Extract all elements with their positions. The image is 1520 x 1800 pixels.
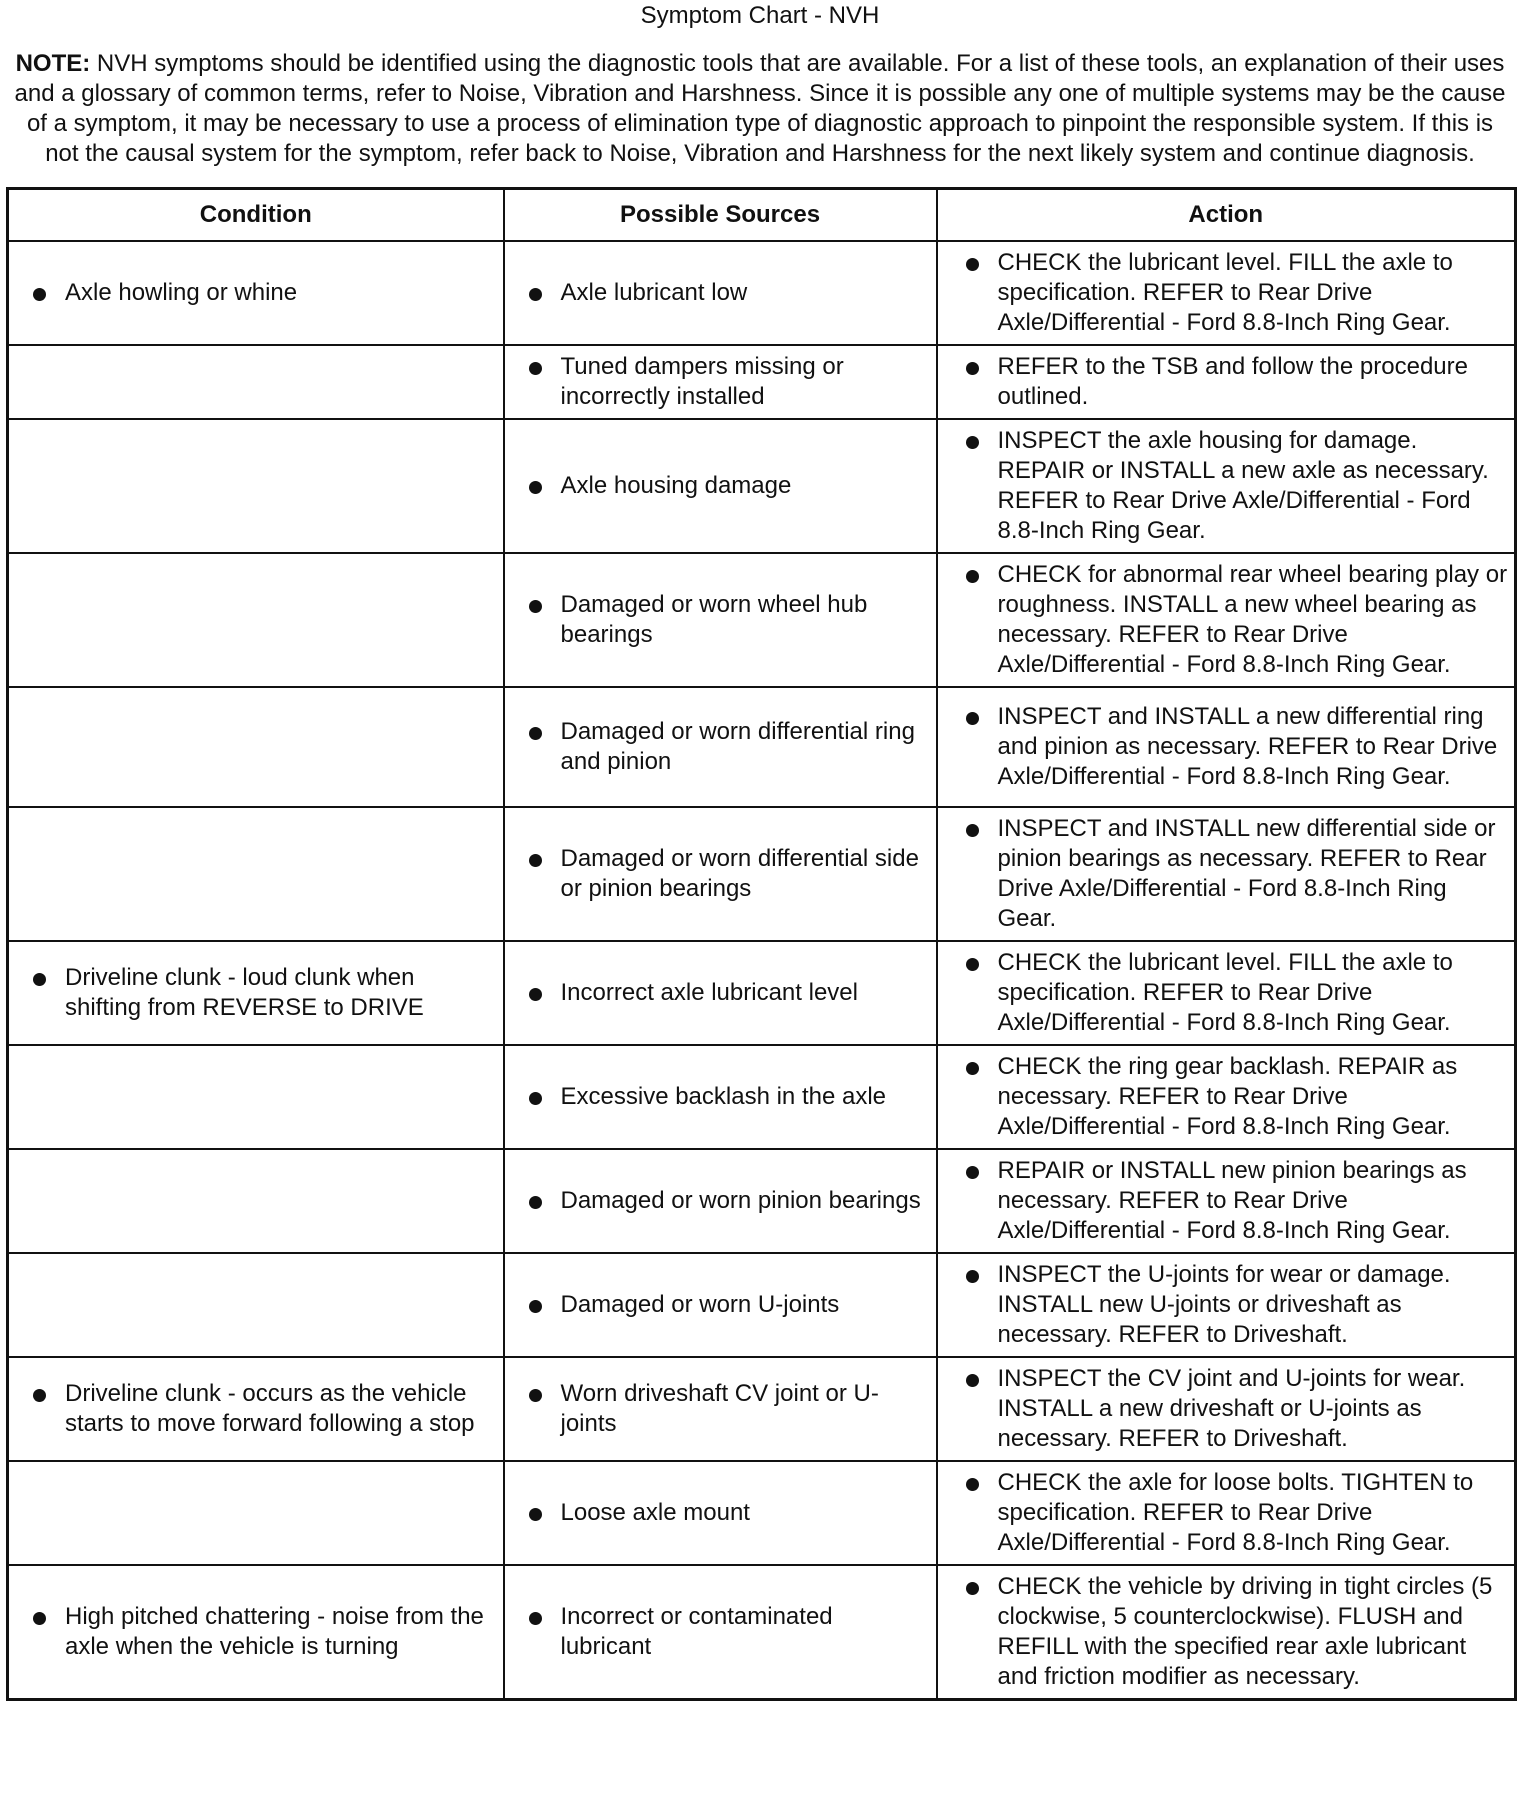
source-cell <box>504 687 937 807</box>
table-row <box>8 345 1516 419</box>
action-cell <box>937 1461 1516 1565</box>
source-cell <box>504 345 937 419</box>
action-cell <box>937 1565 1516 1700</box>
action-cell <box>937 941 1516 1045</box>
action-text: CHECK the ring gear backlash. REPAIR as necessary. REFER to Rear Drive Axle/Differential - Ford 8.8-Inch Ring Gear. <box>962 1052 1511 1142</box>
source-cell <box>504 1253 937 1357</box>
symptom-table <box>6 187 1517 1701</box>
action-cell <box>937 1045 1516 1149</box>
header-action: Action <box>937 189 1516 242</box>
condition-text: Axle howling or whine <box>29 278 495 308</box>
source-text: Worn driveshaft CV joint or U-joints <box>525 1379 928 1439</box>
condition-cell <box>8 241 504 345</box>
note-label: NOTE: <box>15 50 91 77</box>
condition-text: Driveline clunk - loud clunk when shifting from REVERSE to DRIVE <box>29 963 495 1023</box>
table-row <box>8 1565 1516 1700</box>
action-text: CHECK for abnormal rear wheel bearing play or roughness. INSTALL a new wheel bearing as necessary. REFER to Rear Drive Axle/Differential - Ford 8.8-Inch Ring Gear. <box>962 560 1511 680</box>
condition-cell <box>8 941 504 1045</box>
source-text: Axle housing damage <box>525 471 928 501</box>
action-cell <box>937 807 1516 941</box>
source-text: Damaged or worn differential ring and pinion <box>525 717 928 777</box>
page-title: Symptom Chart - NVH <box>640 2 880 29</box>
table-row <box>8 419 1516 553</box>
source-text: Excessive backlash in the axle <box>525 1082 928 1112</box>
header-possible-sources: Possible Sources <box>504 189 937 242</box>
action-text: CHECK the vehicle by driving in tight circles (5 clockwise, 5 counterclockwise). FLUSH and REFILL with the specified rear axle lubricant and friction modifier as necessary. <box>962 1572 1511 1692</box>
table-header-row <box>8 189 1516 242</box>
action-text: INSPECT the axle housing for damage. REPAIR or INSTALL a new axle as necessary. REFER to Rear Drive Axle/Differential - Ford 8.8-Inch Ring Gear. <box>962 426 1511 546</box>
action-text: REPAIR or INSTALL new pinion bearings as necessary. REFER to Rear Drive Axle/Differential - Ford 8.8-Inch Ring Gear. <box>962 1156 1511 1246</box>
action-text: CHECK the lubricant level. FILL the axle to specification. REFER to Rear Drive Axle/Differential - Ford 8.8-Inch Ring Gear. <box>962 248 1511 338</box>
action-cell <box>937 345 1516 419</box>
source-text: Incorrect axle lubricant level <box>525 978 928 1008</box>
table-row <box>8 241 1516 345</box>
source-cell <box>504 1357 937 1461</box>
action-cell <box>937 1253 1516 1357</box>
source-text: Loose axle mount <box>525 1498 928 1528</box>
action-cell <box>937 241 1516 345</box>
condition-cell <box>8 1461 504 1565</box>
condition-cell <box>8 1045 504 1149</box>
action-text: INSPECT the U-joints for wear or damage. INSTALL new U-joints or driveshaft as necessary. REFER to Driveshaft. <box>962 1260 1511 1350</box>
source-cell <box>504 1461 937 1565</box>
note-paragraph <box>6 49 1514 169</box>
source-text: Incorrect or contaminated lubricant <box>525 1602 928 1662</box>
table-row <box>8 1149 1516 1253</box>
condition-cell <box>8 345 504 419</box>
source-text: Axle lubricant low <box>525 278 928 308</box>
source-text: Damaged or worn U-joints <box>525 1290 928 1320</box>
table-row <box>8 1357 1516 1461</box>
action-cell <box>937 553 1516 687</box>
action-text: CHECK the axle for loose bolts. TIGHTEN to specification. REFER to Rear Drive Axle/Differential - Ford 8.8-Inch Ring Gear. <box>962 1468 1511 1558</box>
source-text: Tuned dampers missing or incorrectly installed <box>525 352 928 412</box>
table-row <box>8 1253 1516 1357</box>
condition-cell <box>8 1565 504 1700</box>
action-cell <box>937 419 1516 553</box>
table-row <box>8 941 1516 1045</box>
action-text: INSPECT and INSTALL new differential side or pinion bearings as necessary. REFER to Rear Drive Axle/Differential - Ford 8.8-Inch Ring Gear. <box>962 814 1511 934</box>
action-text: CHECK the lubricant level. FILL the axle to specification. REFER to Rear Drive Axle/Differential - Ford 8.8-Inch Ring Gear. <box>962 948 1511 1038</box>
table-row <box>8 1461 1516 1565</box>
action-cell <box>937 1357 1516 1461</box>
source-cell <box>504 553 937 687</box>
condition-cell <box>8 1149 504 1253</box>
source-cell <box>504 807 937 941</box>
note-text: NVH symptoms should be identified using the diagnostic tools that are available. For a list of these tools, an explanation of their uses and a glossary of common terms, refer to Noise, Vibration and Harshness. Since it is possible any one of multiple systems may be the cause of a symptom, it may be necessary to use a process of elimination type of diagnostic approach to pinpoint the responsible system. If this is not the causal system for the symptom, refer back to Noise, Vibration and Harshness for the next likely system and continue diagnosis. <box>14 50 1506 167</box>
source-cell <box>504 941 937 1045</box>
table-row <box>8 553 1516 687</box>
table-row <box>8 1045 1516 1149</box>
condition-text: Driveline clunk - occurs as the vehicle starts to move forward following a stop <box>29 1379 495 1439</box>
table-row <box>8 807 1516 941</box>
source-cell <box>504 419 937 553</box>
source-cell <box>504 1149 937 1253</box>
source-cell <box>504 1565 937 1700</box>
action-text: INSPECT the CV joint and U-joints for wear. INSTALL a new driveshaft or U-joints as necessary. REFER to Driveshaft. <box>962 1364 1511 1454</box>
condition-cell <box>8 1357 504 1461</box>
action-cell <box>937 687 1516 807</box>
source-cell <box>504 241 937 345</box>
action-text: INSPECT and INSTALL a new differential ring and pinion as necessary. REFER to Rear Drive Axle/Differential - Ford 8.8-Inch Ring Gear. <box>962 702 1511 792</box>
action-cell <box>937 1149 1516 1253</box>
condition-cell <box>8 687 504 807</box>
condition-cell <box>8 807 504 941</box>
condition-cell <box>8 1253 504 1357</box>
condition-text: High pitched chattering - noise from the axle when the vehicle is turning <box>29 1602 495 1662</box>
source-text: Damaged or worn pinion bearings <box>525 1186 928 1216</box>
action-text: REFER to the TSB and follow the procedure outlined. <box>962 352 1511 412</box>
source-cell <box>504 1045 937 1149</box>
condition-cell <box>8 419 504 553</box>
source-text: Damaged or worn differential side or pinion bearings <box>525 844 928 904</box>
table-row <box>8 687 1516 807</box>
header-condition: Condition <box>8 189 504 242</box>
source-text: Damaged or worn wheel hub bearings <box>525 590 928 650</box>
condition-cell <box>8 553 504 687</box>
